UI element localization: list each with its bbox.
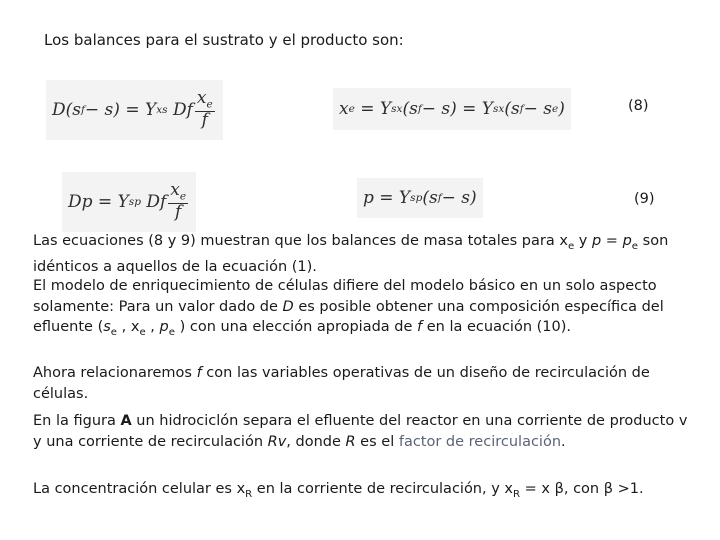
paragraph-hydrocyclone: En la figura A un hidrociclón separa el efluente del reactor en una corriente de producto v y una corriente de recirculación Rv, donde R es el factor de recirculación. (33, 413, 688, 450)
equation-product-conc: p = Y sp (s f − s) (357, 178, 483, 218)
paragraph-mass-balances: Las ecuaciones (8 y 9) muestran que los balances de masa totales para $x_e$ y $p = p_e$ son idénticos a aquellos de la ecuación (1). (33, 233, 669, 276)
paragraph-cell-concentration: La concentración celular es $x_R$ en la corriente de recirculación, y $x_R = x$ β, con β >1. (33, 481, 644, 500)
intro-text: Los balances para el sustrato y el producto son: (44, 31, 404, 49)
equation-number-8: (8) (628, 98, 649, 114)
paragraph-enrichment-model: El modelo de enriquecimiento de células difiere del modelo básico en un solo aspecto solamente: Para un valor dado de D es posible obtener una composición específica del efluente ($s_e$ , $x_e$ , $p_e$ ) con una elección apropiada de f en la ecuación (10). (33, 278, 664, 338)
equation-number-9: (9) (634, 191, 655, 207)
recirculation-factor-term: factor de recirculación (398, 433, 562, 450)
equation-substrate-balance: D(s f − s) = Y xs Df $\frac{x_e}{f}$ (46, 80, 223, 140)
equation-product-balance: Dp = Y sp Df $\frac{x_e}{f}$ (62, 172, 196, 232)
equation-cell-conc: x e = Y sx (s f − s) = Y sx (s f − s e ) (333, 88, 571, 130)
paragraph-recirculation: Ahora relacionaremos f con las variables operativas de un diseño de recirculación de células. (33, 365, 650, 402)
